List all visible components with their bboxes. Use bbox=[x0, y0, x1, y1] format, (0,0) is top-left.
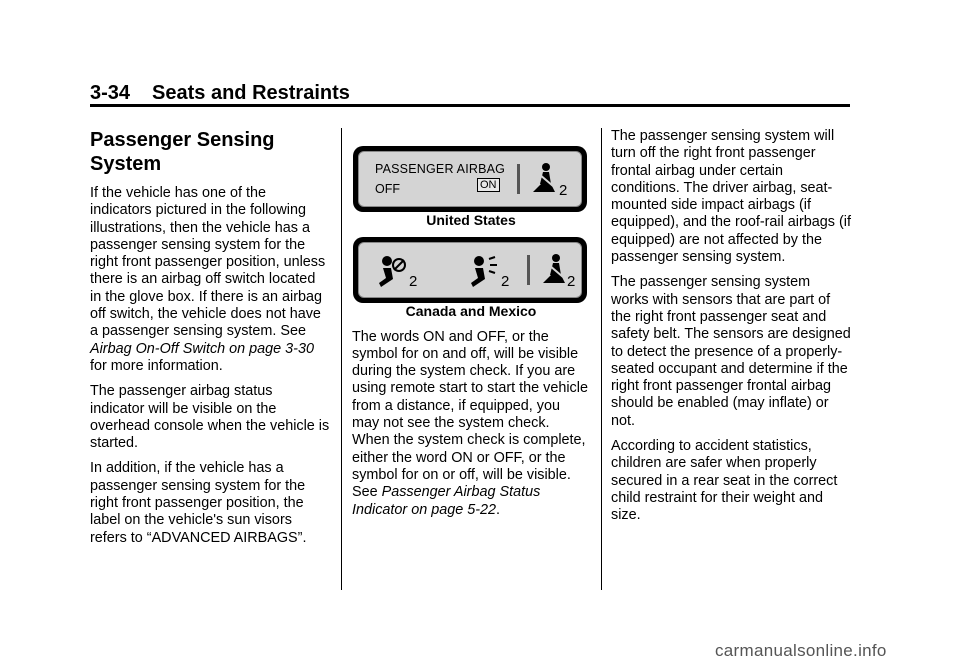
section-title: Seats and Restraints bbox=[152, 82, 350, 104]
paragraph: According to accident statistics, children are safer when properly secured in a rear seat in the correct child restraint for their weight and size. bbox=[611, 438, 838, 524]
seat-position-number: 2 bbox=[559, 182, 568, 199]
paragraph bbox=[352, 329, 590, 519]
column-3 bbox=[611, 128, 851, 533]
column-2 bbox=[352, 146, 590, 527]
column-1 bbox=[90, 128, 330, 555]
canada-mexico-indicator-panel bbox=[353, 237, 587, 303]
paragraph bbox=[90, 185, 330, 375]
paragraph-text: The words ON and OFF, or the symbol for on and off, will be visible during the system check. If you are using remote start to start the vehicle from a distance, if equipped, you may not see the system check. When the system check is complete, either the word ON or OFF, or the symbol for on or off, will be visible. See bbox=[352, 328, 588, 501]
figure-caption: Canada and Mexico bbox=[405, 303, 537, 320]
seat-position-number: 2 bbox=[567, 273, 576, 291]
section-heading: Passenger Sensing System bbox=[90, 129, 275, 175]
site-watermark: carmanualsonline.info bbox=[715, 641, 887, 660]
panel-divider bbox=[517, 164, 520, 194]
page-header bbox=[90, 82, 350, 105]
airbag-off-symbol-icon bbox=[377, 253, 409, 289]
paragraph-text: . bbox=[496, 501, 501, 518]
seatbelt-occupant-icon bbox=[539, 253, 569, 287]
paragraph-text: If the vehicle has one of the indicators pictured in the following illustrations, then the vehicle has a passenger sensing system for the right front passenger position, unless there is an airbag off switch located in the glove box. If there is an airbag off switch, the vehicle does not have a passenger sensing system. See bbox=[90, 185, 326, 340]
cross-reference-link[interactable]: Airbag On-Off Switch on page 3-30 bbox=[90, 340, 314, 357]
paragraph-text: for more information. bbox=[90, 357, 223, 374]
column-divider-2 bbox=[601, 128, 602, 590]
figure-caption: United States bbox=[426, 212, 516, 228]
column-divider-1 bbox=[341, 128, 342, 590]
paragraph: In addition, if the vehicle has a passenger sensing system for the right front passenger position, the label on the vehicle's sun visors refers to “ADVANCED AIRBAGS”. bbox=[90, 460, 307, 546]
page-number: 3-34 bbox=[90, 82, 131, 104]
off-label: OFF bbox=[375, 182, 400, 196]
passenger-airbag-label: PASSENGER AIRBAG bbox=[375, 162, 506, 176]
paragraph: The passenger airbag status indicator will be visible on the overhead console when the vehicle is started. bbox=[90, 383, 330, 452]
seat-position-number: 2 bbox=[409, 273, 418, 291]
on-label: ON bbox=[477, 178, 500, 192]
airbag-on-symbol-icon bbox=[469, 253, 501, 289]
header-rule bbox=[90, 104, 850, 107]
panel-divider bbox=[527, 255, 530, 285]
seatbelt-occupant-icon bbox=[529, 162, 559, 196]
paragraph: The passenger sensing system will turn off the right front passenger frontal airbag under certain conditions. The driver airbag, seat-mounted side impact airbags (if equipped), and the roof-rail airbags (if equipped) are not affected by the passenger sensing system. bbox=[611, 128, 851, 266]
seat-position-number: 2 bbox=[501, 273, 510, 291]
paragraph: The passenger sensing system works with sensors that are part of the right front passenger seat and safety belt. The sensors are designed to detect the presence of a properly-seated occupant and determine if the right front passenger frontal airbag should be enabled (may inflate) or not. bbox=[611, 274, 851, 429]
us-indicator-panel bbox=[353, 146, 587, 212]
cross-reference-link[interactable]: Passenger Airbag Status Indicator on page 5-22 bbox=[352, 484, 541, 518]
